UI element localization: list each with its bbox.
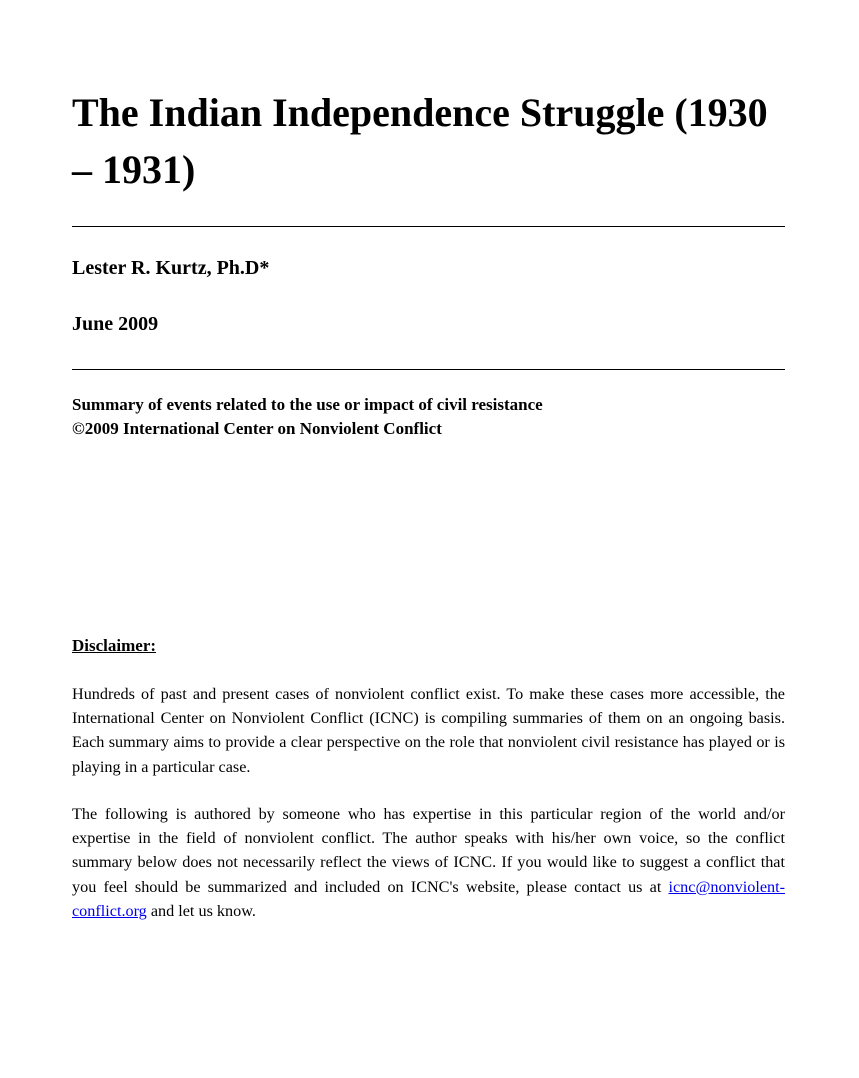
copyright-notice: ©2009 International Center on Nonviolent Conflict xyxy=(72,419,442,438)
disclaimer-paragraph-2-text: The following is authored by someone who has expertise in this particular region of the world and/or expertise in the field of nonviolent conflict. The author speaks with his/her own voice, so the conflict summary below does not necessarily reflect the views of ICNC. If you would like to suggest a conflict that you feel should be summarized and included on ICNC's website, please contact us at xyxy=(72,805,785,896)
summary-block xyxy=(72,393,543,441)
document-title: The Indian Independence Struggle (1930 – 1931) xyxy=(72,90,768,192)
title-divider xyxy=(72,226,785,227)
summary-description: Summary of events related to the use or impact of civil resistance xyxy=(72,395,543,414)
header-divider xyxy=(72,369,785,370)
disclaimer-paragraph-2-ending: and let us know. xyxy=(146,901,256,920)
publication-date: June 2009 xyxy=(72,313,159,335)
disclaimer-heading: Disclaimer: xyxy=(72,636,157,655)
contact-email-link[interactable]: icnc@nonviolent-conflict.org xyxy=(72,877,785,920)
disclaimer-paragraph-2 xyxy=(72,802,785,923)
disclaimer-paragraph-1: Hundreds of past and present cases of nonviolent conflict exist. To make these cases more accessible, the International Center on Nonviolent Conflict (ICNC) is compiling summaries of them on an ongoing basis. Each summary aims to provide a clear perspective on the role that nonviolent civil resistance has played or is playing in a particular case. xyxy=(72,685,785,776)
author-name: Lester R. Kurtz, Ph.D* xyxy=(72,257,270,279)
